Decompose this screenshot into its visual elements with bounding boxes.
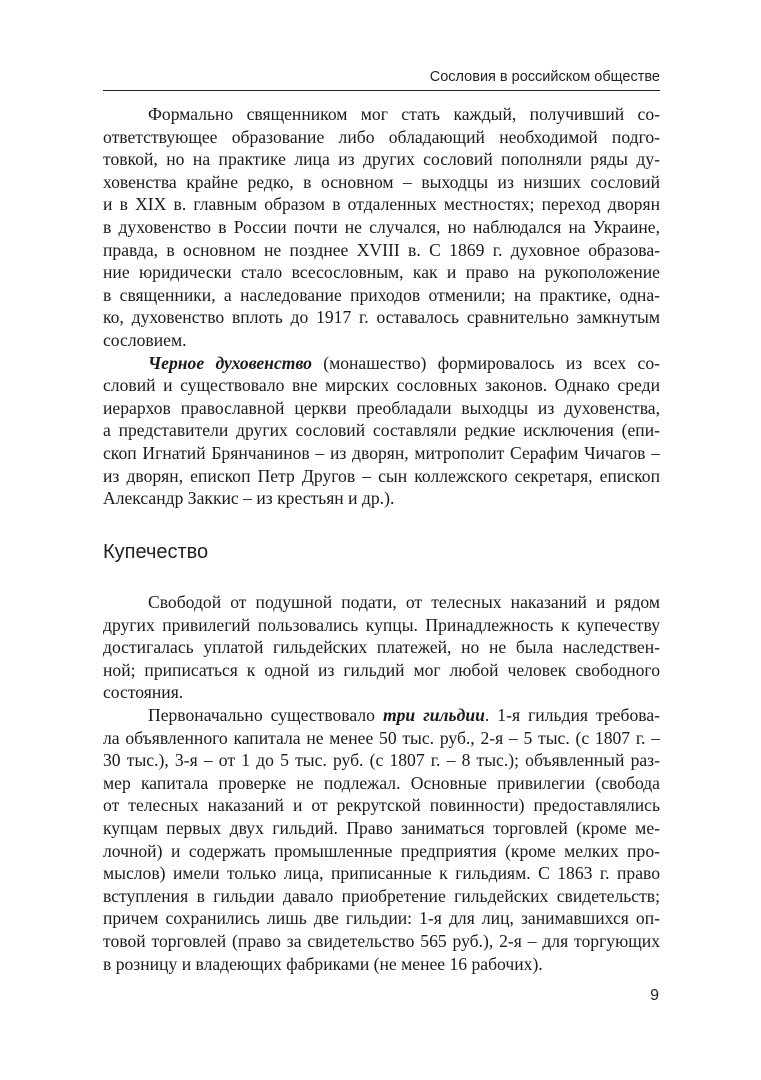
text-line: мер капитала проверке не подлежал. Основные привилегии (свобода (103, 772, 660, 793)
paragraph-merchant-privileges (103, 591, 660, 704)
text-line: достигалась уплатой гильдейских платежей, но не была наследствен- (103, 637, 660, 658)
text-line: Александр Заккис – из крестьян и др.). (103, 488, 395, 509)
emphasis-term: три гильдии (382, 704, 485, 725)
text-line: Свободой от подушной подати, от телесных наказаний и рядом (148, 592, 660, 612)
text-line: от телесных наказаний и от рекрутской повинности) предоставлялись (103, 795, 660, 816)
text-line: в духовенство в России почти не случался, но наблюдался на Украине, (103, 216, 660, 237)
text-line: 30 тыс.), 3-я – от 1 до 5 тыс. руб. (с 1807 г. – 8 тыс.); объявленный раз- (103, 750, 660, 771)
text-line: ко, духовенство вплоть до 1917 г. оставалось сравнительно замкнутым (103, 307, 660, 328)
text-line: сословием. (103, 329, 187, 350)
text-line: и в XIX в. главным образом в отдаленных местностях; переход дворян (103, 194, 660, 215)
text-line: скоп Игнатий Брянчанинов – из дворян, митрополит Серафим Чичагов – (103, 442, 660, 463)
text-block-clergy (103, 103, 660, 510)
text-line: вступления в гильдии давало приобретение гильдейских свидетельств; (103, 885, 660, 906)
text-line: в священники, а наследование приходов отменили; на практике, одна- (103, 284, 660, 305)
text-line (103, 352, 660, 375)
text-line: словий и существовало вне мирских сословных законов. Однако среди (103, 375, 660, 396)
text-run: . 1-я гильдия требова- (484, 704, 660, 725)
text-line: причем сохранились лишь две гильдии: 1-я для лиц, занимавшихся оп- (103, 908, 660, 929)
section-heading: Купечество (103, 541, 209, 563)
text-line: из дворян, епископ Петр Другов – сын коллежского секретаря, епископ (103, 465, 660, 486)
text-line: ние юридически стало всесословным, как и право на рукоположение (103, 262, 660, 283)
running-head: Сословия в российском обществе (103, 68, 660, 91)
text-line: иерархов православной церкви преобладали выходцы из духовенства, (103, 397, 660, 418)
text-line: ответствующее образование либо обладающий необходимой подго- (103, 126, 660, 147)
text-run: (монашество) формировалось из всех со- (311, 352, 660, 373)
text-line: в розницу и владеющих фабриками (не менее 16 рабочих). (103, 953, 543, 974)
paragraph-white-clergy (103, 103, 660, 352)
text-line: ной; приписаться к одной из гильдий мог любой человек свободного (103, 659, 660, 680)
text-line: правда, в основном не позднее XVIII в. С 1869 г. духовное образова- (103, 239, 660, 260)
text-line: ла объявленного капитала не менее 50 тыс. руб., 2-я – 5 тыс. (с 1807 г. – (103, 727, 660, 748)
text-line: состояния. (103, 682, 184, 703)
text-line: товой торговлей (право за свидетельство 565 руб.), 2-я – для торгующих (103, 930, 660, 951)
text-line: мыслов) имели только лица, приписанные к гильдиям. С 1863 г. право (103, 863, 660, 884)
text-line: ховенства крайне редко, в основном – выходцы из низших сословий (103, 171, 660, 192)
page-number: 9 (650, 987, 659, 1004)
text-line: а представители других сословий составляли редкие исключения (епи- (103, 420, 660, 441)
paragraph-three-guilds (103, 704, 660, 975)
paragraph-black-clergy (103, 352, 660, 510)
text-run: Первоначально существовало (148, 704, 383, 725)
text-line: других привилегий пользовались купцы. Принадлежность к купечеству (103, 614, 660, 635)
text-line: товкой, но на практике лица из других сословий пополняли ряды ду- (103, 149, 660, 170)
text-line: Формально священником мог стать каждый, получивший со- (148, 104, 660, 124)
text-line: купцам первых двух гильдий. Право заниматься торговлей (кроме ме- (103, 817, 660, 838)
text-line: лочной) и содержать промышленные предприятия (кроме мелких про- (103, 840, 660, 861)
text-block-merchants (103, 591, 660, 975)
emphasis-term: Черное духовенство (148, 352, 312, 373)
text-line (103, 704, 660, 727)
